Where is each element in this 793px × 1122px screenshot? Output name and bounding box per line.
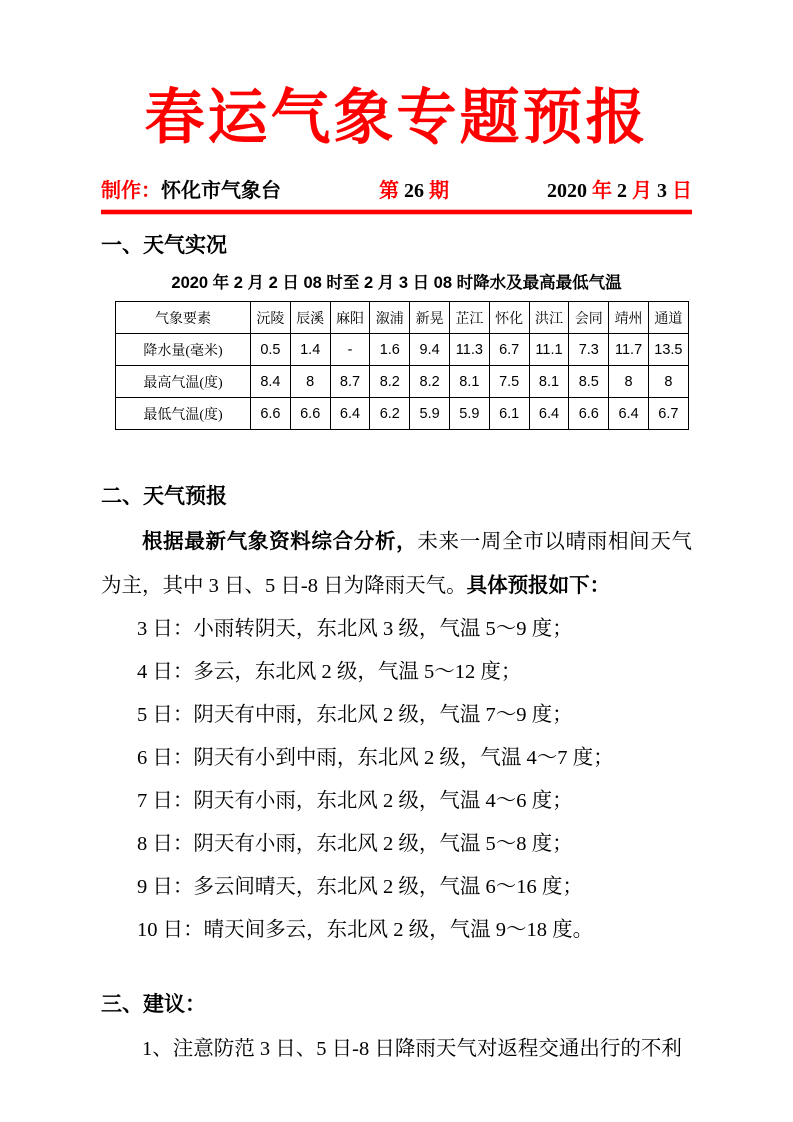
producer-name: 怀化市气象台 xyxy=(161,180,281,202)
column-header: 新晃 xyxy=(410,302,450,334)
table-cell: 8 xyxy=(609,366,649,398)
weather-observation-table xyxy=(115,301,689,430)
table-cell: 7.3 xyxy=(569,334,609,366)
table-cell: 8.1 xyxy=(449,366,489,398)
table-row-min-temp xyxy=(116,398,689,430)
table-cell: 11.3 xyxy=(449,334,489,366)
table-cell: 8.2 xyxy=(370,366,410,398)
section-weather-observed xyxy=(101,229,692,430)
column-header: 溆浦 xyxy=(370,302,410,334)
table-cell: 1.6 xyxy=(370,334,410,366)
forecast-day-7: 7 日：阴天有小雨，东北风 2 级，气温 4～6 度； xyxy=(137,790,573,812)
table-header-row xyxy=(116,302,689,334)
header-divider-rule xyxy=(101,209,692,215)
table-cell: 8.2 xyxy=(410,366,450,398)
row-label: 最高气温(度) xyxy=(116,366,251,398)
table-row-precipitation xyxy=(116,334,689,366)
table-cell: 8.7 xyxy=(330,366,370,398)
table-cell: 0.5 xyxy=(251,334,291,366)
table-cell: 6.6 xyxy=(251,398,291,430)
table-cell: 6.2 xyxy=(370,398,410,430)
date-day-unit: 日 xyxy=(667,180,692,202)
table-cell: 6.4 xyxy=(330,398,370,430)
date-year: 2020 xyxy=(547,180,587,202)
table-cell: 9.4 xyxy=(410,334,450,366)
column-header: 怀化 xyxy=(489,302,529,334)
table-cell: 8.5 xyxy=(569,366,609,398)
column-header: 通道 xyxy=(648,302,688,334)
table-row-max-temp xyxy=(116,366,689,398)
table-cell: 13.5 xyxy=(648,334,688,366)
column-header: 芷江 xyxy=(449,302,489,334)
table-caption: 2020 年 2 月 2 日 08 时至 2 月 3 日 08 时降水及最高最低气温 xyxy=(171,274,622,292)
forecast-day-3: 3 日：小雨转阴天，东北风 3 级，气温 5～9 度； xyxy=(137,618,573,640)
intro-bold-lead: 根据最新气象资料综合分析， xyxy=(142,530,418,553)
table-cell: 5.9 xyxy=(410,398,450,430)
table-cell: 6.6 xyxy=(290,398,330,430)
date-month: 2 xyxy=(617,180,627,202)
column-header: 会同 xyxy=(569,302,609,334)
table-cell: 6.7 xyxy=(489,334,529,366)
column-header: 靖州 xyxy=(609,302,649,334)
table-cell: 1.4 xyxy=(290,334,330,366)
column-header: 气象要素 xyxy=(116,302,251,334)
forecast-day-9: 9 日：多云间晴天，东北风 2 级，气温 6～16 度； xyxy=(137,876,583,898)
document-meta-row xyxy=(101,174,692,203)
column-header: 辰溪 xyxy=(290,302,330,334)
intro-regular-text: 未来一周全市以晴雨相间天气为主，其中 3 日、5 日-8 日为降雨天气。 xyxy=(101,531,693,597)
forecast-day-10: 10 日：晴天间多云，东北风 2 级，气温 9～18 度。 xyxy=(137,919,594,941)
issue-suffix: 期 xyxy=(429,180,449,202)
table-cell: 11.7 xyxy=(609,334,649,366)
column-header: 洪江 xyxy=(529,302,569,334)
table-cell: - xyxy=(330,334,370,366)
forecast-day-8: 8 日：阴天有小雨，东北风 2 级，气温 5～8 度； xyxy=(137,833,573,855)
section2-heading: 二、天气预报 xyxy=(101,485,227,508)
producer-info xyxy=(101,174,281,203)
table-cell: 11.1 xyxy=(529,334,569,366)
table-cell: 8.4 xyxy=(251,366,291,398)
issue-prefix: 第 xyxy=(379,180,399,202)
table-cell: 6.4 xyxy=(609,398,649,430)
column-header: 麻阳 xyxy=(330,302,370,334)
date-year-unit: 年 xyxy=(587,180,617,202)
table-cell: 8 xyxy=(290,366,330,398)
intro-bold-tail: 具体预报如下： xyxy=(466,574,611,597)
section-suggestions xyxy=(101,988,692,1071)
forecast-intro-paragraph xyxy=(101,520,692,608)
forecast-day-5: 5 日：阴天有中雨，东北风 2 级，气温 7～9 度； xyxy=(137,704,573,726)
table-cell: 6.7 xyxy=(648,398,688,430)
forecast-day-4: 4 日：多云，东北风 2 级，气温 5～12 度； xyxy=(137,661,522,683)
section1-heading: 一、天气实况 xyxy=(101,234,227,257)
issue-number xyxy=(379,174,449,203)
forecast-day-6: 6 日：阴天有小到中雨，东北风 2 级，气温 4～7 度； xyxy=(137,747,614,769)
row-label: 最低气温(度) xyxy=(116,398,251,430)
table-cell: 7.5 xyxy=(489,366,529,398)
producer-label: 制作： xyxy=(101,180,161,202)
section-weather-forecast xyxy=(101,480,692,952)
table-cell: 5.9 xyxy=(449,398,489,430)
document-title: 春运气象专题预报 xyxy=(144,85,649,151)
row-label: 降水量(毫米) xyxy=(116,334,251,366)
table-cell: 6.6 xyxy=(569,398,609,430)
issue-number-value: 26 xyxy=(399,180,429,202)
table-cell: 6.4 xyxy=(529,398,569,430)
issue-date xyxy=(547,174,692,203)
column-header: 沅陵 xyxy=(251,302,291,334)
table-cell: 8.1 xyxy=(529,366,569,398)
date-day: 3 xyxy=(657,180,667,202)
date-month-unit: 月 xyxy=(627,180,657,202)
table-cell: 6.1 xyxy=(489,398,529,430)
section3-heading: 三、建议： xyxy=(101,993,206,1016)
table-cell: 8 xyxy=(648,366,688,398)
suggestion-item-1: 1、注意防范 3 日、5 日-8 日降雨天气对返程交通出行的不利 xyxy=(142,1038,682,1060)
